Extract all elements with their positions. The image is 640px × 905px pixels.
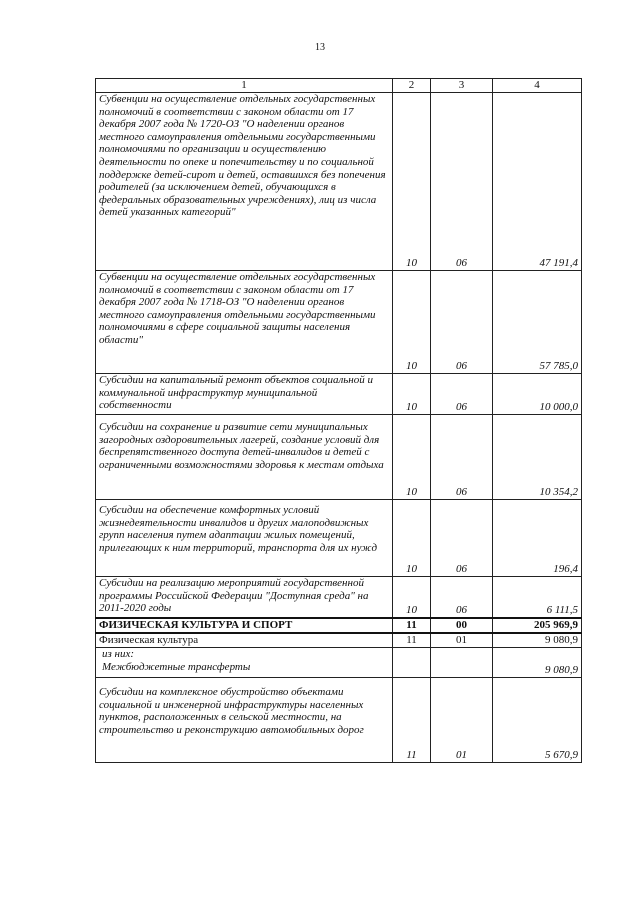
row-subsection: 00 [431, 618, 493, 633]
row-description: из них: [96, 648, 393, 662]
table-row [96, 415, 582, 500]
row-section: 10 [393, 577, 431, 619]
row-subsection: 01 [431, 633, 493, 648]
table-row [96, 648, 582, 662]
row-amount: 10 354,2 [493, 415, 582, 500]
row-description: Субвенции на осуществление отдельных государственных полномочий в соответствии с законом области от 17 декабря 2007 года № 1718-ОЗ "О наделении органов местного самоуправления отдельными государственными полномочиями в сфере социальной защиты населения области" [96, 271, 393, 374]
table-row [96, 661, 582, 678]
table-row-section-total [96, 618, 582, 633]
page-number: 13 [315, 42, 325, 53]
column-header-1: 1 [96, 79, 393, 93]
row-subsection [431, 648, 493, 662]
row-description: Субсидии на сохранение и развитие сети муниципальных загородных оздоровительных лагерей, создание условий для беспрепятственного доступа детей-инвалидов и детей с ограниченными возможностями здоровья к местам отдыха [96, 415, 393, 500]
row-section: 10 [393, 415, 431, 500]
row-amount: 10 000,0 [493, 374, 582, 415]
row-section [393, 648, 431, 662]
row-section: 11 [393, 633, 431, 648]
row-description: Субсидии на капитальный ремонт объектов социальной и коммунальной инфраструктур муниципальной собственности [96, 374, 393, 415]
row-subsection: 06 [431, 93, 493, 271]
table-row [96, 678, 582, 763]
row-section: 10 [393, 93, 431, 271]
row-amount: 9 080,9 [493, 633, 582, 648]
row-amount: 196,4 [493, 500, 582, 577]
row-section: 11 [393, 618, 431, 633]
row-section: 11 [393, 678, 431, 763]
column-header-4: 4 [493, 79, 582, 93]
row-subsection: 06 [431, 500, 493, 577]
table-row [96, 500, 582, 577]
row-amount [493, 648, 582, 662]
table-row [96, 271, 582, 374]
row-amount: 57 785,0 [493, 271, 582, 374]
row-amount: 9 080,9 [493, 661, 582, 678]
row-subsection: 06 [431, 271, 493, 374]
row-description: ФИЗИЧЕСКАЯ КУЛЬТУРА И СПОРТ [96, 618, 393, 633]
row-description: Межбюджетные трансферты [96, 661, 393, 678]
column-header-3: 3 [431, 79, 493, 93]
column-header-2: 2 [393, 79, 431, 93]
row-description: Физическая культура [96, 633, 393, 648]
row-subsection: 06 [431, 577, 493, 619]
row-section: 10 [393, 271, 431, 374]
row-subsection: 01 [431, 678, 493, 763]
table-header-row [96, 79, 582, 93]
row-description: Субсидии на обеспечение комфортных условий жизнедеятельности инвалидов и других малоподвижных групп населения путем адаптации жилых помещений, прилегающих к ним территорий, транспорта для их нужд [96, 500, 393, 577]
row-amount: 47 191,4 [493, 93, 582, 271]
row-section: 10 [393, 500, 431, 577]
row-amount: 205 969,9 [493, 618, 582, 633]
row-subsection [431, 661, 493, 678]
table-row [96, 374, 582, 415]
row-description: Субсидии на реализацию мероприятий государственной программы Российской Федерации "Доступная среда" на 2011-2020 годы [96, 577, 393, 619]
table-row [96, 633, 582, 648]
table-row [96, 93, 582, 271]
budget-table [95, 78, 582, 763]
row-description: Субсидии на комплексное обустройство объектами социальной и инженерной инфраструктуры населенных пунктов, расположенных в сельской местности, на строительство и реконструкцию автомобильных дорог [96, 678, 393, 763]
table-row [96, 577, 582, 619]
row-description: Субвенции на осуществление отдельных государственных полномочий в соответствии с законом области от 17 декабря 2007 года № 1720-ОЗ "О наделении органов местного самоуправления отдельными государственными полномочиями по организации и осуществлению деятельности по опеке и попечительству и по социальной поддержке детей-сирот и детей, оставшихся без попечения родителей (за исключением детей, обучающихся в федеральных образовательных учреждениях), лиц из числа детей указанных категорий" [96, 93, 393, 271]
row-amount: 5 670,9 [493, 678, 582, 763]
row-section [393, 661, 431, 678]
row-subsection: 06 [431, 415, 493, 500]
row-subsection: 06 [431, 374, 493, 415]
row-section: 10 [393, 374, 431, 415]
row-amount: 6 111,5 [493, 577, 582, 619]
